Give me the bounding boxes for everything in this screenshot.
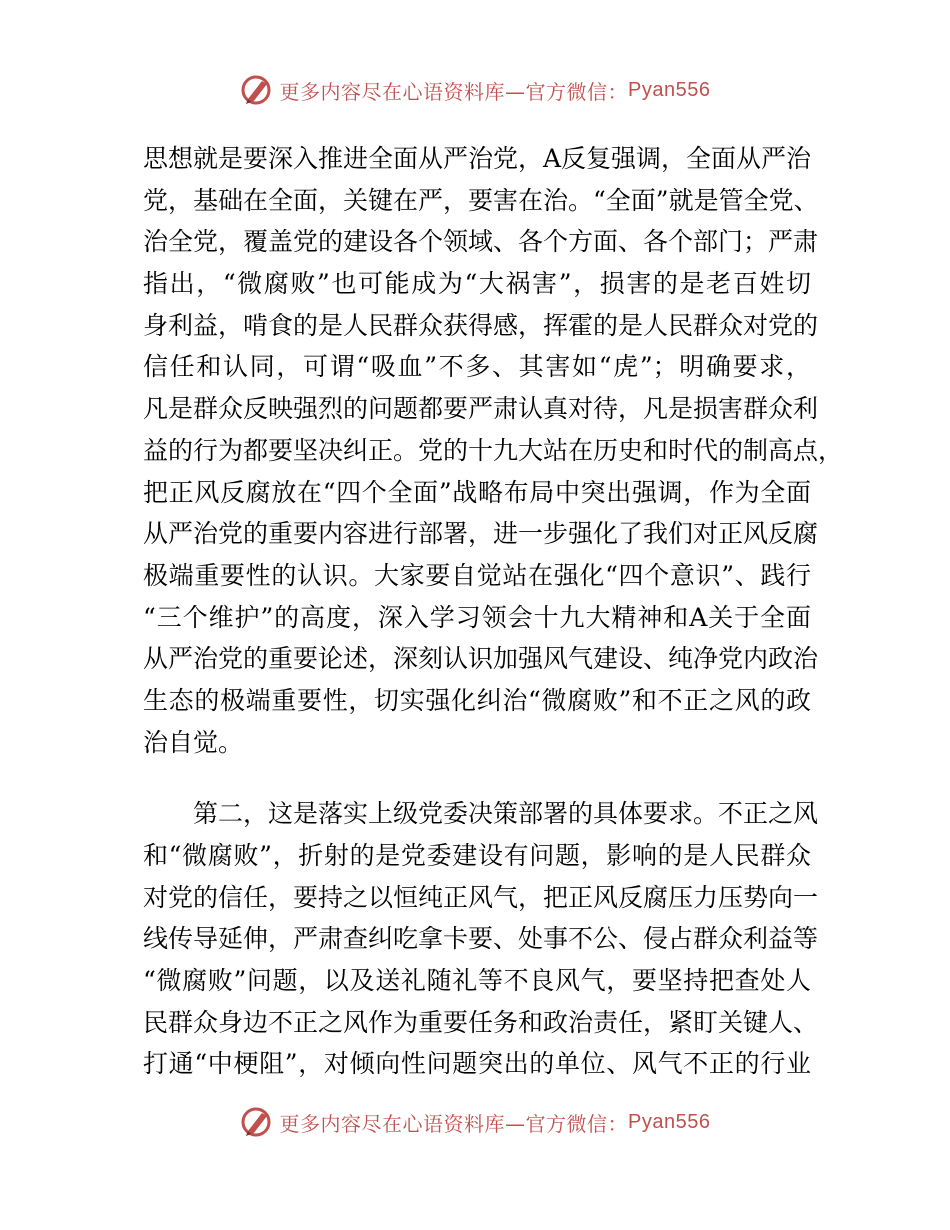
- paragraph-2: [143, 793, 819, 1085]
- text-line: 对党的信任，要持之以恒纯正风气，把正风反腐压力压势向一: [143, 882, 819, 912]
- paragraph-spacer: [143, 763, 811, 793]
- text-line: 线传导延伸，严肃查纠吃拿卡要、处事不公、侵占群众利益等: [143, 924, 819, 954]
- pen-logo-icon: [240, 73, 274, 107]
- text-line: 打通“中梗阻”，对倾向性问题突出的单位、风气不正的行业: [143, 1049, 811, 1079]
- text-line: 益的行为都要坚决纠正。党的十九大站在历史和时代的制高点，: [143, 435, 844, 465]
- text-line: 极端重要性的认识。大家要自觉站在强化“四个意识”、践行: [143, 560, 811, 590]
- text-line: 信任和认同，可谓“吸血”不多、其害如“虎”；明确要求，: [143, 352, 811, 382]
- watermark-footer: [0, 1102, 950, 1142]
- text-line: 把正风反腐放在“四个全面”战略布局中突出强调，作为全面: [143, 477, 811, 507]
- paragraph-1: [143, 138, 844, 763]
- watermark-text: 更多内容尽在心语资料库—官方微信：: [279, 79, 629, 104]
- text-line: 治自觉。: [143, 727, 244, 757]
- text-line: 治全党，覆盖党的建设各个领域、各个方面、各个部门；严肃: [143, 227, 819, 257]
- text-line: “微腐败”问题，以及送礼随礼等不良风气，要坚持把查处人: [143, 966, 811, 996]
- text-line: 第二，这是落实上级党委决策部署的具体要求。不正之风: [193, 799, 819, 829]
- text-line: 党，基础在全面，关键在严，要害在治。“全面”就是管全党、: [143, 185, 819, 215]
- watermark-wechat-id: Pyan556: [628, 78, 711, 101]
- text-line: 民群众身边不正之风作为重要任务和政治责任，紧盯关键人、: [143, 1007, 819, 1037]
- document-body: [143, 138, 844, 1085]
- text-line: 从严治党的重要内容进行部署，进一步强化了我们对正风反腐: [143, 519, 819, 549]
- watermark-text: 更多内容尽在心语资料库—官方微信：: [279, 1111, 629, 1136]
- text-line: 指出，“微腐败”也可能成为“大祸害”，损害的是老百姓切: [143, 269, 811, 299]
- pen-logo-icon: [240, 1105, 274, 1139]
- text-line: 生态的极端重要性，切实强化纠治“微腐败”和不正之风的政: [143, 685, 811, 715]
- text-line: “三个维护”的高度，深入学习领会十九大精神和A关于全面: [143, 602, 811, 632]
- watermark-header: [0, 70, 950, 110]
- text-line: 凡是群众反映强烈的问题都要严肃认真对待，凡是损害群众利: [143, 394, 819, 424]
- text-line: 和“微腐败”，折射的是党委建设有问题，影响的是人民群众: [143, 841, 811, 870]
- watermark-wechat-id: Pyan556: [628, 1110, 711, 1133]
- text-line: 思想就是要深入推进全面从严治党，A反复强调，全面从严治: [143, 144, 812, 173]
- text-line: 从严治党的重要论述，深刻认识加强风气建设、纯净党内政治: [143, 644, 819, 674]
- text-line: 身利益，啃食的是人民群众获得感，挥霍的是人民群众对党的: [143, 310, 819, 340]
